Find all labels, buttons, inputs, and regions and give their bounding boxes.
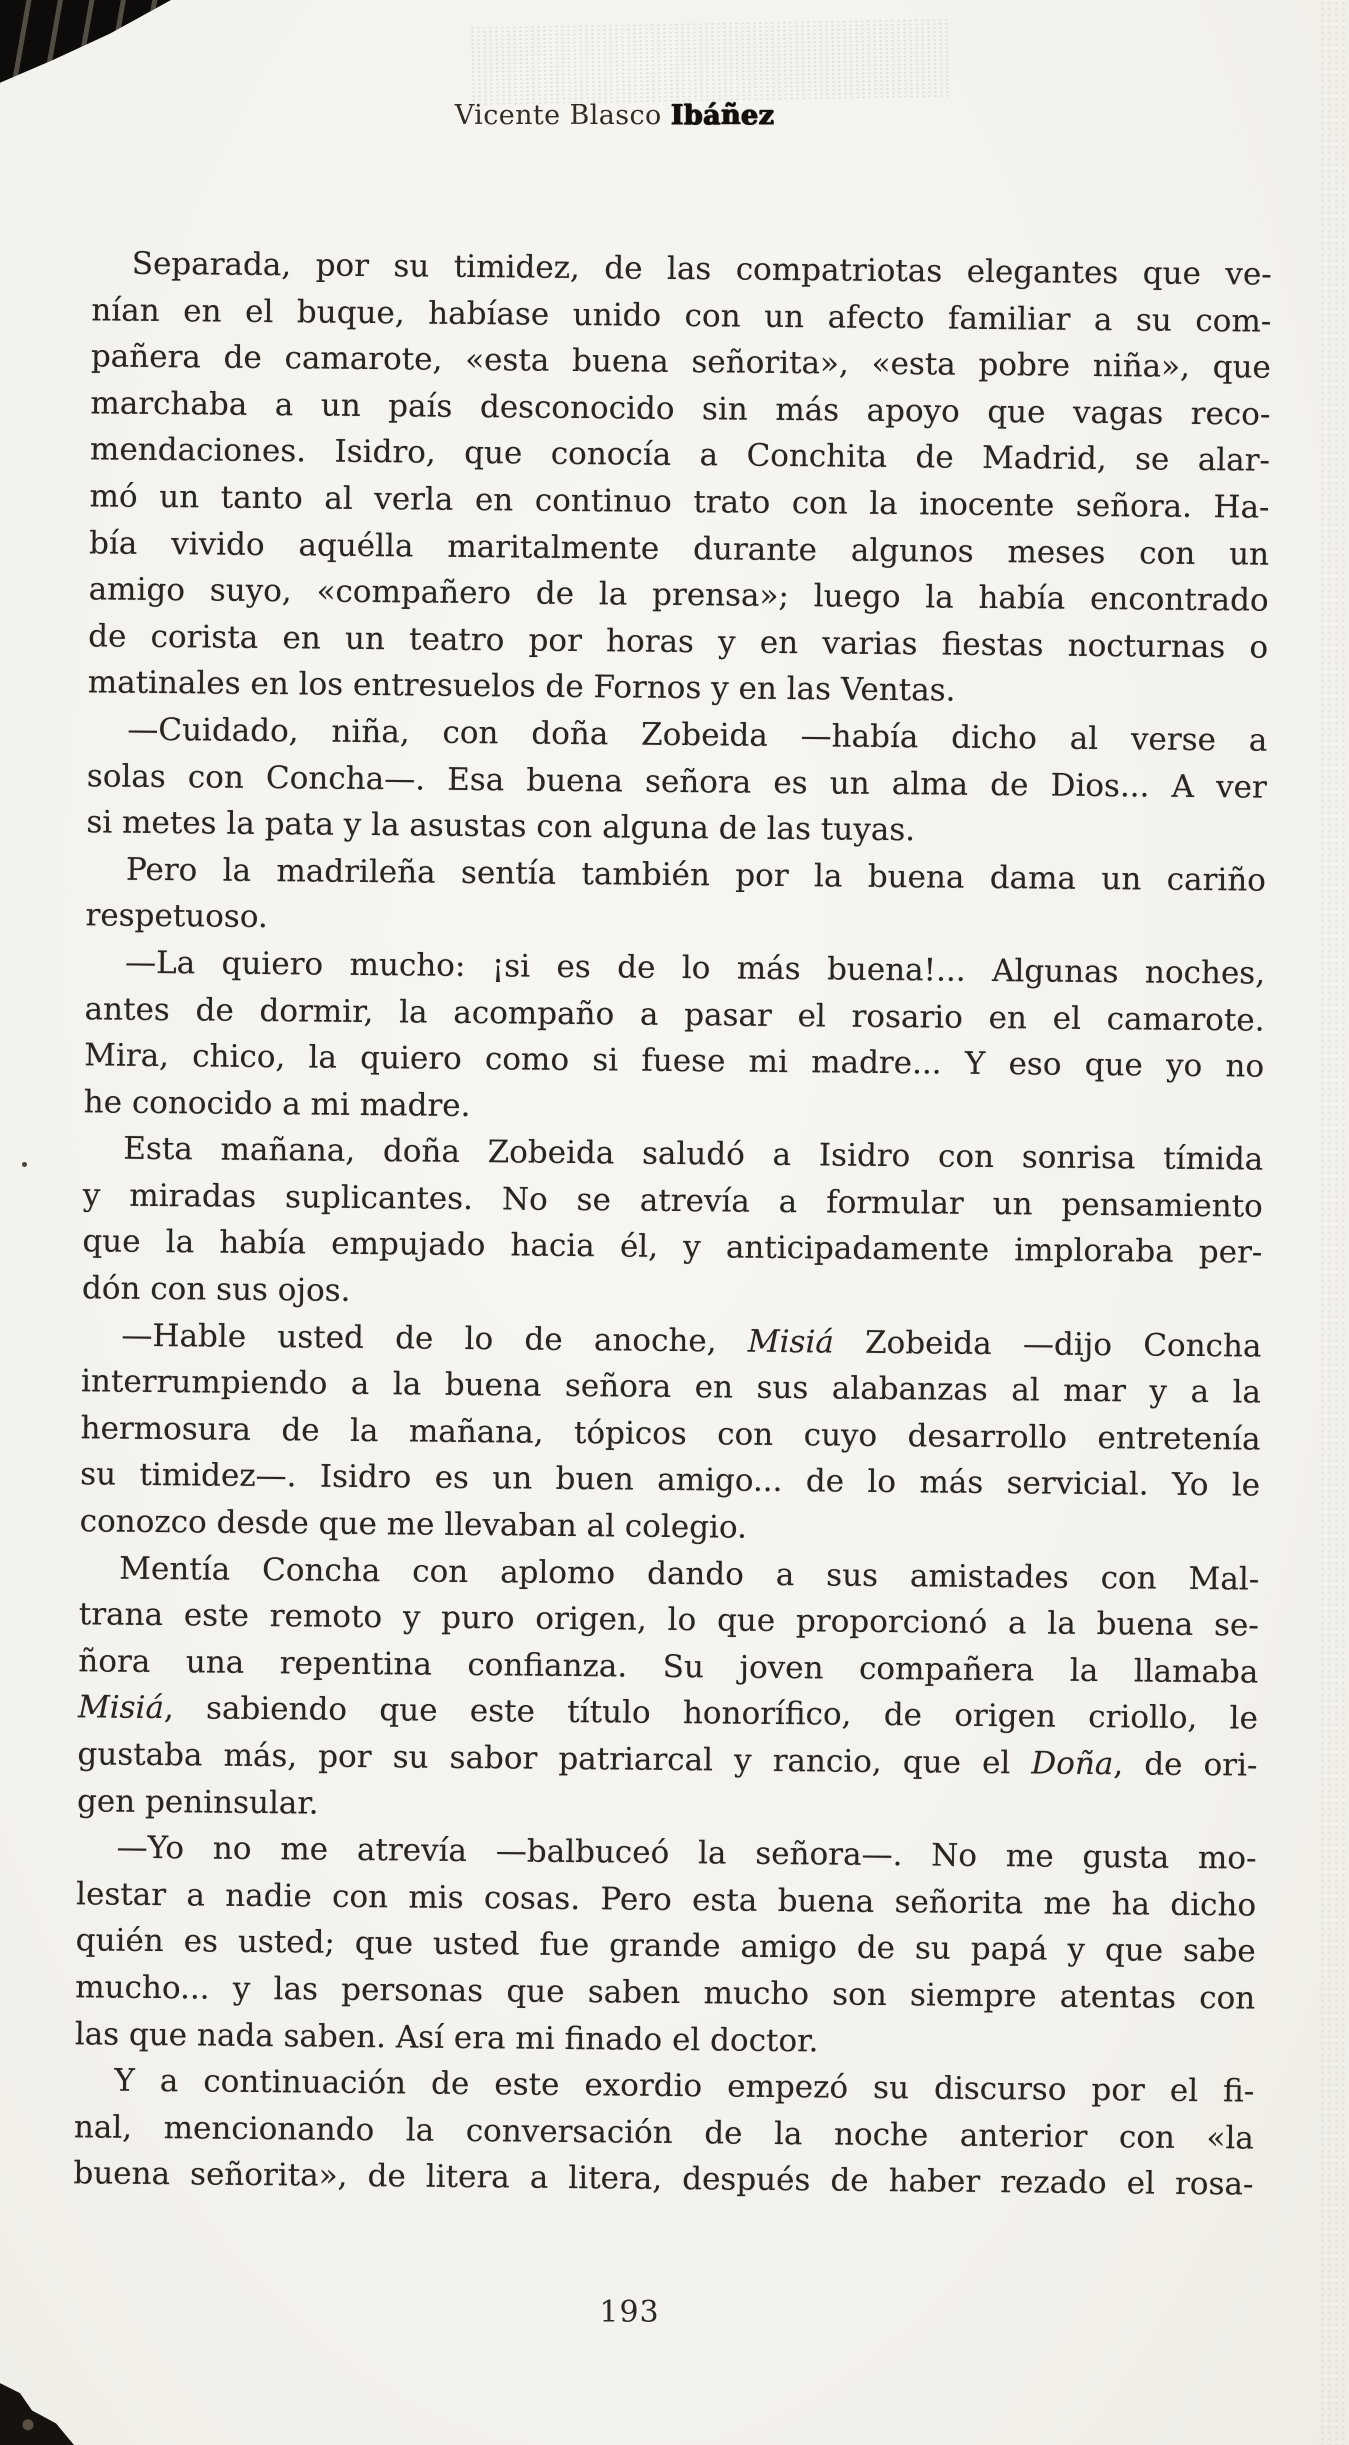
text-segment: mó un tanto al verla en continuo trato con la inocente señora. Ha-	[89, 478, 1270, 526]
paragraph	[77, 1545, 1260, 1836]
text-segment: conozco desde que me llevaban al colegio.	[79, 1503, 748, 1546]
paragraph	[73, 2057, 1254, 2208]
paragraph	[80, 1312, 1262, 1556]
text-segment: matinales en los entresuelos de Fornos y en las Ventas.	[87, 664, 956, 709]
paragraph	[84, 939, 1266, 1137]
text-segment: nal, mencionando la conversación de la noche anterior con «la	[73, 2109, 1255, 2157]
italic-text-segment: Misiá	[747, 1323, 835, 1361]
text-segment: que la había empujado hacia él, y anticipadamente imploraba per-	[82, 1223, 1263, 1272]
scan-ink-smudge-top-left	[0, 0, 190, 88]
scan-speck-left-margin	[22, 1162, 27, 1167]
text-segment: pañera de camarote, «esta buena señorita», «esta pobre niña», que	[90, 338, 1272, 386]
text-segment: solas con Concha—. Esa buena señora es un alma de Dios... A ver	[86, 757, 1268, 806]
text-segment: respetuoso.	[85, 897, 268, 936]
author-name: Vicente Blasco	[454, 100, 671, 131]
paragraph	[82, 1126, 1264, 1324]
text-segment: antes de dormir, la acompaño a pasar el rosario en el camarote.	[84, 990, 1265, 1039]
scan-noise-right-edge	[1319, 0, 1349, 2445]
page-number: 193	[599, 2295, 660, 2330]
text-segment: las que nada saben. Así era mi finado el doctor.	[74, 2015, 819, 2059]
running-header	[0, 100, 1229, 131]
text-segment: mendaciones. Isidro, que conocía a Conchita de Madrid, se alar-	[89, 431, 1271, 480]
scan-noise-top-right	[469, 18, 950, 106]
text-segment: su timidez—. Isidro es un buen amigo... de lo más servicial. Yo le	[80, 1456, 1261, 1505]
text-segment: —Cuidado, niña, con doña Zobeida —había dicho al verse a	[127, 711, 1268, 759]
text-segment: dón con sus ojos.	[81, 1270, 351, 1309]
text-segment: Mentía Concha con aplomo dando a sus amistades con Mal-	[119, 1550, 1260, 1598]
text-segment: mucho... y las personas que saben mucho son siempre atentas con	[75, 1969, 1256, 2017]
italic-text-segment: Doña	[1031, 1745, 1114, 1783]
italic-text-segment: Misiá	[77, 1689, 165, 1727]
text-segment: —Hable usted de lo de anoche,	[121, 1317, 749, 1360]
text-segment: lestar a nadie con mis cosas. Pero esta buena señorita me ha dicho	[75, 1876, 1257, 1924]
text-segment: Mira, chico, la quiero como si fuese mi madre... Y eso que yo no	[84, 1037, 1265, 1085]
text-segment: nían en el buque, habíase unido con un afecto familiar a su com-	[91, 291, 1272, 340]
text-segment: trana este remoto y puro origen, lo que proporcionó a la buena se-	[78, 1596, 1259, 1644]
text-segment: buena señorita», de litera a litera, después de haber rezado el rosa-	[73, 2155, 1254, 2203]
text-segment: y miradas suplicantes. No se atrevía a formular un pensamiento	[82, 1177, 1263, 1225]
text-segment: Zobeida —dijo Concha	[833, 1324, 1262, 1365]
paragraph	[85, 846, 1266, 951]
text-segment: Pero la madrileña sentía también por la buena dama un cariño	[125, 851, 1267, 899]
text-segment: —La quiero mucho: ¡si es de lo más buena!... Algunas noches,	[124, 944, 1266, 992]
text-segment: interrumpiendo a la buena señora en sus alabanzas al mar y a la	[80, 1363, 1262, 1411]
text-segment: amigo suyo, «compañero de la prensa»; luego la había encontrado	[88, 571, 1269, 619]
text-segment: he conocido a mi madre.	[83, 1083, 471, 1124]
text-segment: Y a continuación de este exordio empezó su discurso por el fi-	[114, 2062, 1255, 2110]
text-segment: marchaba a un país desconocido sin más apoyo que vagas reco-	[90, 385, 1271, 433]
text-segment: ñora una repentina confianza. Su joven compañera la llamaba	[78, 1643, 1259, 1691]
scan-ink-smudge-bottom-left	[0, 2373, 100, 2445]
page-text	[73, 240, 1272, 2208]
text-segment: hermosura de la mañana, tópicos con cuyo desarrollo entretenía	[80, 1410, 1261, 1458]
paragraph	[88, 240, 1272, 717]
text-segment: bía vivido aquélla maritalmente durante algunos meses con un	[88, 524, 1270, 573]
text-segment: Esta mañana, doña Zobeida saludó a Isidro con sonrisa tímida	[123, 1130, 1264, 1178]
text-segment: —Yo no me atrevía —balbuceó la señora—. No me gusta mo-	[116, 1829, 1257, 1877]
text-segment: gen peninsular.	[76, 1782, 319, 1822]
text-segment: gustaba más, por su sabor patriarcal y rancio, que el	[77, 1736, 1032, 1782]
text-segment: Separada, por su timidez, de las compatriotas elegantes que ve-	[131, 245, 1272, 293]
author-surname: Ibáñez	[670, 100, 775, 131]
text-segment: si metes la pata y la asustas con alguna de las tuyas.	[86, 804, 916, 849]
text-segment: quién es usted; que usted fue grande amigo de su papá y que sabe	[75, 1922, 1256, 1970]
paragraph	[75, 1824, 1257, 2068]
paragraph	[86, 706, 1267, 857]
text-segment: , de ori-	[1113, 1746, 1258, 1784]
text-line	[73, 2151, 1253, 2209]
text-segment: , sabiendo que este título honorífico, de origen criollo, le	[163, 1690, 1259, 1738]
text-segment: de corista en un teatro por horas y en varias fiestas nocturnas o	[88, 618, 1269, 666]
